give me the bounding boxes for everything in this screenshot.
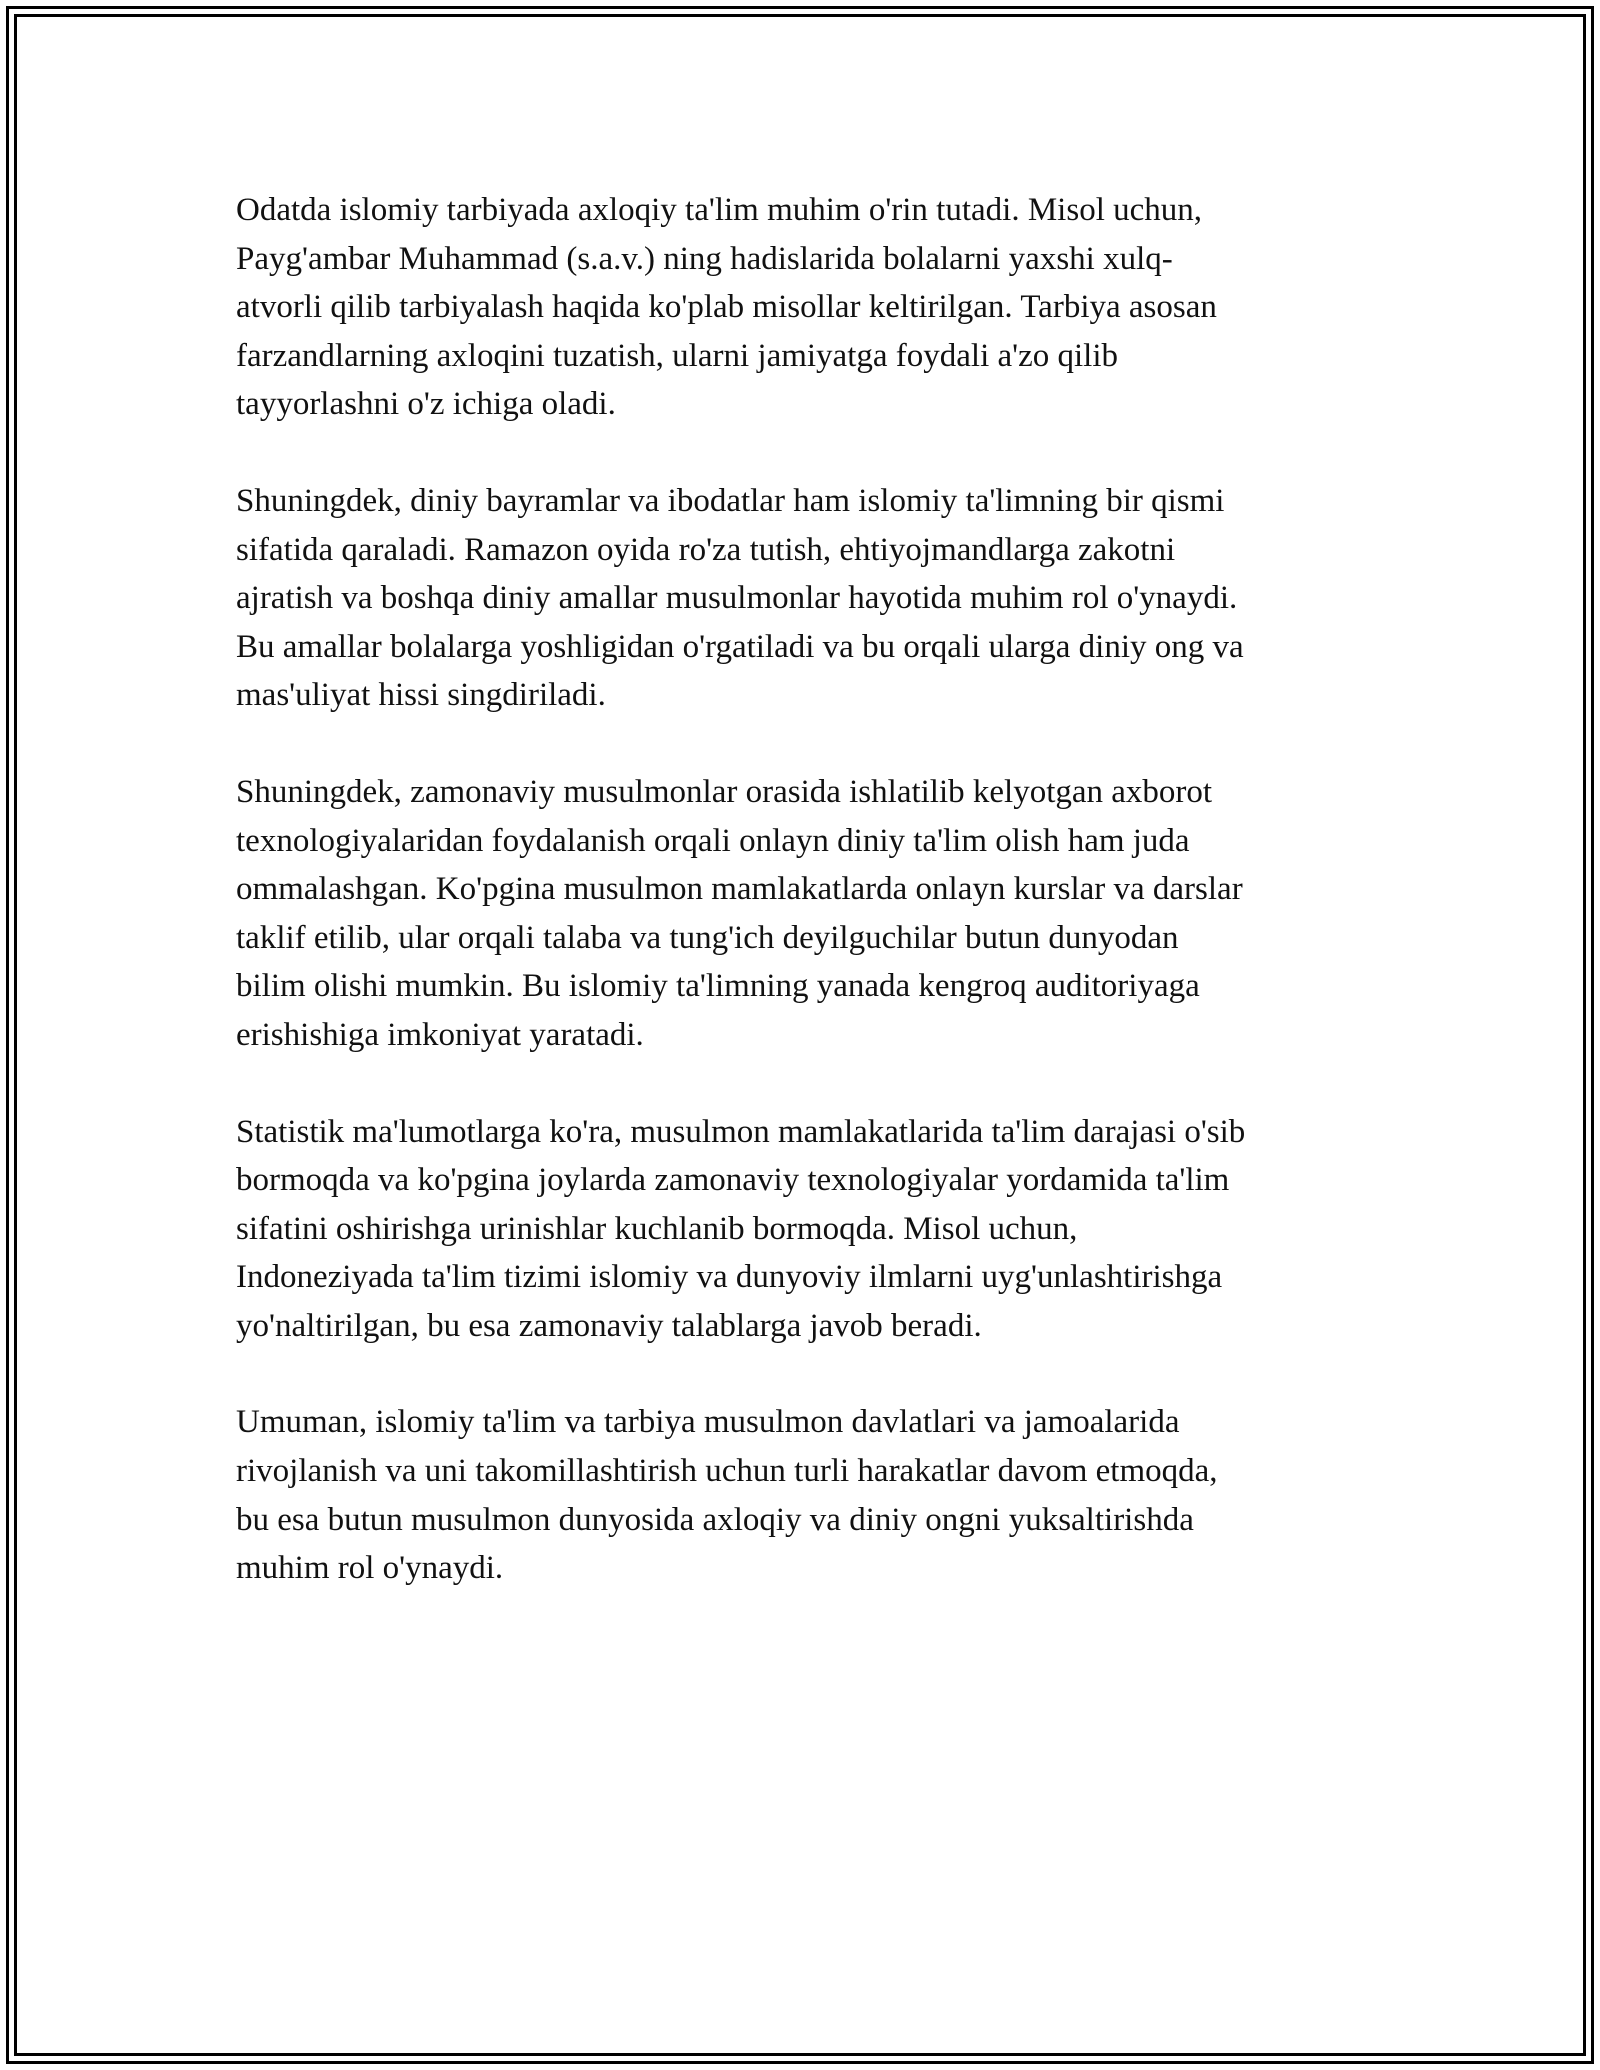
paragraph-online-education	[236, 768, 1376, 1060]
text-line: yo'naltirilgan, bu esa zamonaviy talablarga javob beradi.	[236, 1307, 982, 1344]
paragraph-moral-education	[236, 186, 1376, 429]
text-line: Shuningdek, diniy bayramlar va ibodatlar ham islomiy ta'limning bir qismi	[236, 482, 1225, 519]
text-line: Shuningdek, zamonaviy musulmonlar orasida ishlatilib kelyotgan axborot	[236, 773, 1213, 810]
text-line: Bu amallar bolalarga yoshligidan o'rgatiladi va bu orqali ularga diniy ong va	[236, 628, 1244, 665]
text-line: texnologiyalaridan foydalanish orqali onlayn diniy ta'lim olish ham juda	[236, 822, 1190, 859]
text-line: Payg'ambar Muhammad (s.a.v.) ning hadislarida bolalarni yaxshi xulq-	[236, 240, 1173, 277]
text-line: atvorli qilib tarbiyalash haqida ko'plab misollar keltirilgan. Tarbiya asosan	[236, 289, 1217, 326]
document-body	[236, 186, 1376, 1641]
text-line: Odatda islomiy tarbiyada axloqiy ta'lim muhim o'rin tutadi. Misol uchun,	[236, 192, 1203, 228]
paragraph-religious-practices	[236, 477, 1376, 720]
text-line: bu esa butun musulmon dunyosida axloqiy va diniy ongni yuksaltirishda	[236, 1501, 1194, 1538]
text-line: bormoqda va ko'pgina joylarda zamonaviy texnologiyalar yordamida ta'lim	[236, 1162, 1230, 1199]
paragraph-conclusion	[236, 1398, 1376, 1592]
text-line: taklif etilib, ular orqali talaba va tung'ich deyilguchilar butun dunyodan	[236, 919, 1179, 956]
text-line: bilim olishi mumkin. Bu islomiy ta'limning yanada kengroq auditoriyaga	[236, 968, 1200, 1005]
paragraph-statistics	[236, 1108, 1376, 1351]
text-line: sifatini oshirishga urinishlar kuchlanib bormoqda. Misol uchun,	[236, 1210, 1078, 1247]
text-line: muhim rol o'ynaydi.	[236, 1550, 504, 1587]
text-line: mas'uliyat hissi singdiriladi.	[236, 677, 606, 714]
text-line: Indoneziyada ta'lim tizimi islomiy va dunyoviy ilmlarni uyg'unlashtirishga	[236, 1259, 1223, 1296]
text-line: farzandlarning axloqini tuzatish, ularni jamiyatga foydali a'zo qilib	[236, 337, 1118, 374]
text-line: ajratish va boshqa diniy amallar musulmonlar hayotida muhim rol o'ynaydi.	[236, 580, 1238, 617]
text-line: Statistik ma'lumotlarga ko'ra, musulmon mamlakatlarida ta'lim darajasi o'sib	[236, 1113, 1246, 1150]
text-line: Umuman, islomiy ta'lim va tarbiya musulmon davlatlari va jamoalarida	[236, 1404, 1180, 1441]
text-line: tayyorlashni o'z ichiga oladi.	[236, 386, 616, 423]
text-line: rivojlanish va uni takomillashtirish uchun turli harakatlar davom etmoqda,	[236, 1453, 1218, 1490]
text-line: sifatida qaraladi. Ramazon oyida ro'za tutish, ehtiyojmandlarga zakotni	[236, 531, 1176, 568]
text-line: ommalashgan. Ko'pgina musulmon mamlakatlarda onlayn kurslar va darslar	[236, 871, 1243, 908]
text-line: erishishiga imkoniyat yaratadi.	[236, 1016, 644, 1053]
